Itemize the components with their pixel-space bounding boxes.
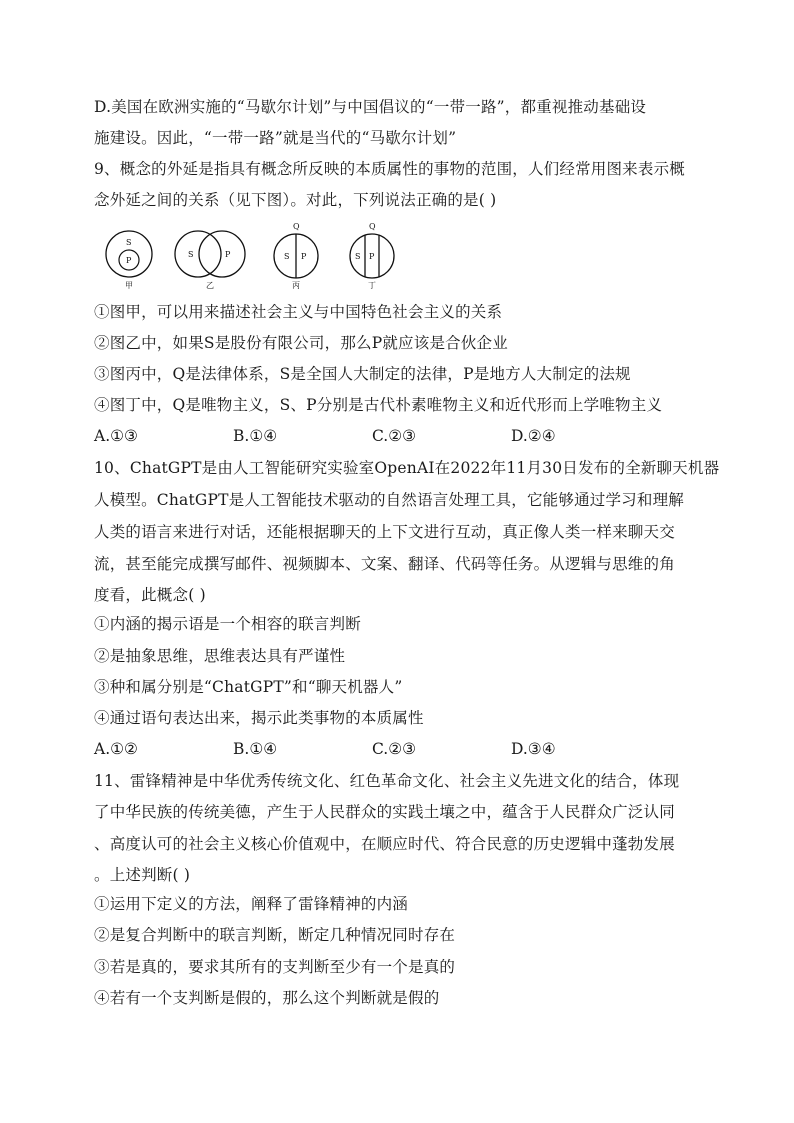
figure-jia xyxy=(106,231,152,290)
q11-stem-line2: 了中华民族的传统美德，产生于人民群众的实践土壤之中，蕴含于人民群众广泛认同 xyxy=(94,803,675,821)
figure-jia-inner-label: P xyxy=(126,256,132,265)
figure-ding-caption: 丁 xyxy=(368,281,376,290)
figure-ding xyxy=(350,222,394,290)
figure-ding-left-label: S xyxy=(355,252,361,261)
q9-item-3: ③图丙中，Q是法律体系，S是全国人大制定的法律，P是地方人大制定的法规 xyxy=(94,365,631,383)
figure-bing-top-label: Q xyxy=(293,222,300,231)
q10-options xyxy=(94,739,694,759)
figure-yi-right-label: P xyxy=(225,250,231,259)
q10-item-1: ①内涵的揭示语是一个相容的联言判断 xyxy=(94,615,361,633)
q9-option-d[interactable]: D.②④ xyxy=(511,427,556,445)
q8-option-d-line2: 施建设。因此，“一带一路”就是当代的“马歇尔计划” xyxy=(94,129,457,147)
q9-option-a[interactable]: A.①③ xyxy=(94,427,138,445)
figure-yi-caption: 乙 xyxy=(206,281,214,290)
q10-item-4: ④通过语句表达出来，揭示此类事物的本质属性 xyxy=(94,709,424,727)
figure-bing-caption: 丙 xyxy=(292,281,300,290)
q10-stem-line4: 流，甚至能完成撰写邮件、视频脚本、文案、翻译、代码等任务。从逻辑与思维的角 xyxy=(94,555,675,573)
q10-item-2: ②是抽象思维，思维表达具有严谨性 xyxy=(94,647,346,665)
figure-bing xyxy=(274,222,318,290)
figure-bing-left-label: S xyxy=(284,252,290,261)
q9-stem-line2: 念外延之间的关系（见下图）。对此，下列说法正确的是( ) xyxy=(94,191,497,209)
q9-item-1: ①图甲，可以用来描述社会主义与中国特色社会主义的关系 xyxy=(94,303,503,321)
figure-ding-right-label: P xyxy=(369,252,375,261)
q9-options xyxy=(94,426,694,446)
figure-yi xyxy=(175,231,245,290)
q9-option-c[interactable]: C.②③ xyxy=(372,427,417,445)
q9-item-2: ②图乙中，如果S是股份有限公司，那么P就应该是合伙企业 xyxy=(94,334,508,352)
q8-option-d-line1: D.美国在欧洲实施的“马歇尔计划”与中国倡议的“一带一路”，都重视推动基础设 xyxy=(94,98,647,116)
q10-stem-line3: 人类的语言来进行对话，还能根据聊天的上下文进行互动，真正像人类一样来聊天交 xyxy=(94,523,675,541)
q11-stem-line1: 11、雷锋精神是中华优秀传统文化、红色革命文化、社会主义先进文化的结合，体现 xyxy=(94,772,680,790)
figure-jia-outer-label: S xyxy=(126,238,132,247)
q9-option-b[interactable]: B.①④ xyxy=(233,427,278,445)
q10-stem-line5: 度看，此概念( ) xyxy=(94,586,206,604)
q10-item-3: ③种和属分别是“ChatGPT”和“聊天机器人” xyxy=(94,678,403,696)
q11-stem-line4: 。上述判断( ) xyxy=(94,866,191,884)
q10-option-c[interactable]: C.②③ xyxy=(372,740,417,758)
figure-jia-caption: 甲 xyxy=(125,281,133,290)
q11-item-2: ②是复合判断中的联言判断，断定几种情况同时存在 xyxy=(94,926,456,944)
q9-stem-line1: 9、概念的外延是指具有概念所反映的本质属性的事物的范围，人们经常用图来表示概 xyxy=(94,160,685,178)
q10-option-d[interactable]: D.③④ xyxy=(511,740,556,758)
figure-bing-right-label: P xyxy=(301,252,307,261)
q11-item-1: ①运用下定义的方法，阐释了雷锋精神的内涵 xyxy=(94,895,409,913)
q11-item-4: ④若有一个支判断是假的，那么这个判断就是假的 xyxy=(94,989,440,1007)
q9-item-4: ④图丁中，Q是唯物主义，S、P分别是古代朴素唯物主义和近代形而上学唯物主义 xyxy=(94,396,663,414)
q10-stem-line1: 10、ChatGPT是由人工智能研究实验室OpenAI在2022年11月30日发布的全新聊天机器 xyxy=(94,459,720,477)
figure-ding-top-label: Q xyxy=(369,222,376,231)
q11-stem-line3: 、高度认可的社会主义核心价值观中，在顺应时代、符合民意的历史逻辑中蓬勃发展 xyxy=(94,835,675,853)
figure-yi-left-label: S xyxy=(188,250,194,259)
q11-item-3: ③若是真的，要求其所有的支判断至少有一个是真的 xyxy=(94,958,456,976)
concept-venn-figure xyxy=(100,220,400,292)
q10-stem-line2: 人模型。ChatGPT是人工智能技术驱动的自然语言处理工具，它能够通过学习和理解 xyxy=(94,491,684,509)
q10-option-b[interactable]: B.①④ xyxy=(233,740,278,758)
q10-option-a[interactable]: A.①② xyxy=(94,740,138,758)
